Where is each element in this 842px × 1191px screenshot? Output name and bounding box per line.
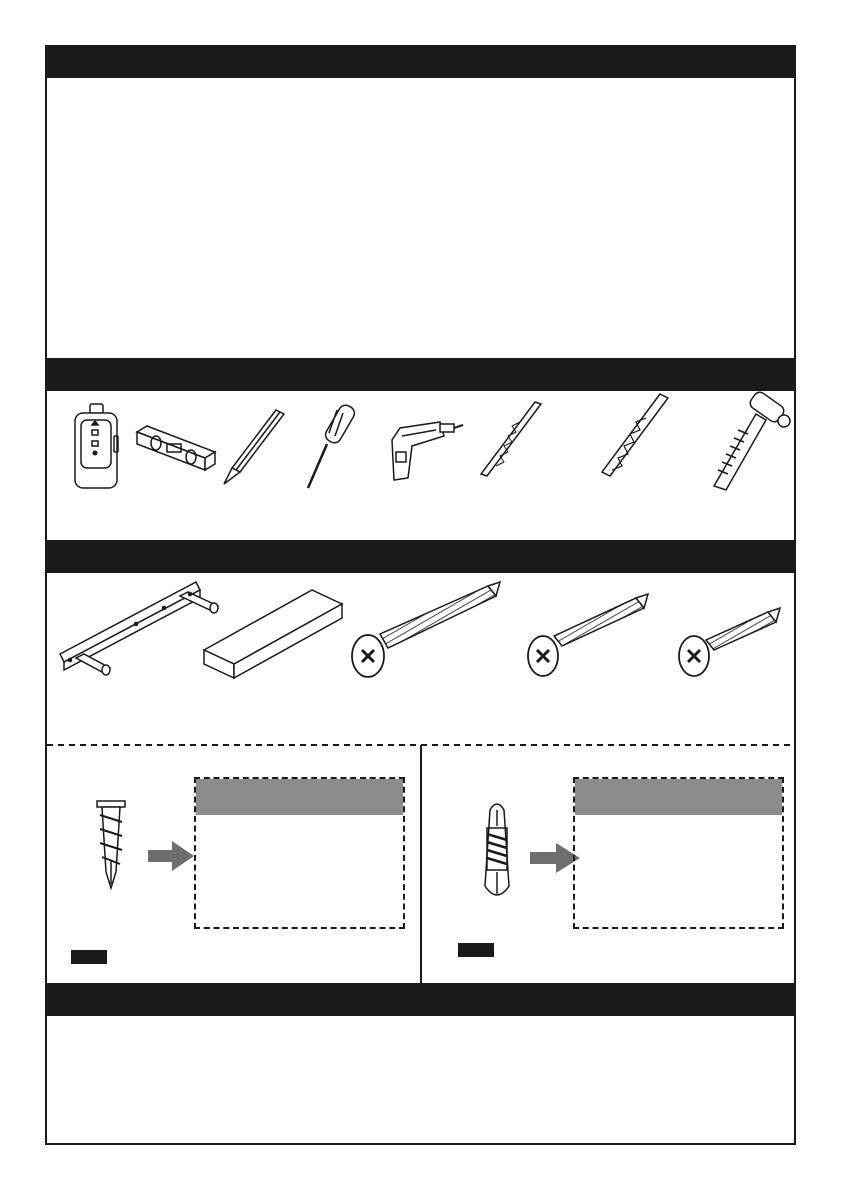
self-drilling-anchor-icon (97, 801, 125, 888)
mounting-bracket-icon (60, 582, 218, 675)
anchor-label-left (71, 950, 107, 964)
warning-header-left (196, 779, 403, 815)
anchor-label-right (458, 943, 494, 957)
medium-screw-icon (528, 594, 648, 676)
warning-box-left (194, 777, 405, 929)
long-screw-icon (352, 582, 500, 677)
pencil-icon (224, 410, 284, 484)
electric-drill-icon (392, 422, 463, 480)
drill-bit-large-icon (602, 394, 668, 476)
hammer-icon (714, 390, 790, 490)
screwdriver-icon (308, 403, 357, 488)
warning-header-right (575, 779, 782, 815)
short-screw-icon (679, 608, 780, 676)
stud-finder-icon (75, 404, 118, 488)
drill-bit-small-icon (481, 402, 541, 476)
arrow-right-icon (148, 841, 194, 871)
warning-box-right (573, 777, 784, 929)
plastic-wall-plug-icon (485, 804, 509, 895)
spirit-level-icon (137, 426, 215, 470)
shelf-board-icon (204, 590, 342, 678)
